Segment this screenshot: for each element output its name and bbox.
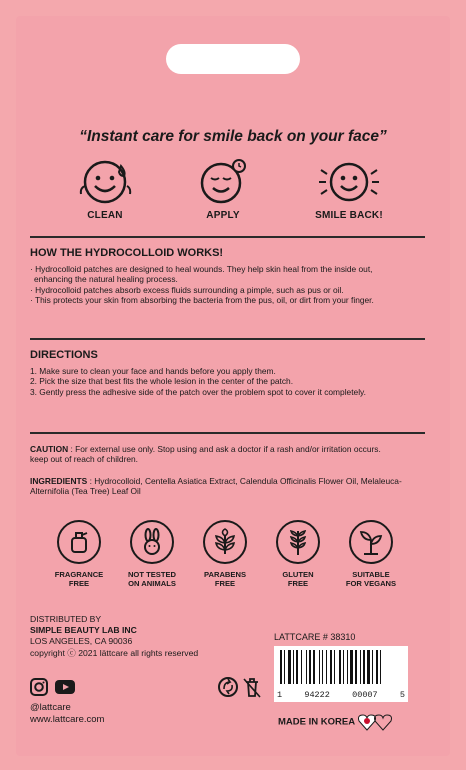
how-heading: HOW THE HYDROCOLLOID WORKS! [30,247,224,259]
caution-label: CAUTION [30,444,69,454]
rabbit-icon [138,528,166,556]
social-icons [30,678,76,701]
how-line: · This protects your skin from absorbing the bacteria from the pus, oil, or dirt from your finger. [30,295,374,306]
barcode-bar [293,650,294,684]
heart-flags-icon [357,712,397,732]
barcode-bar [330,650,332,684]
direction-line: 3. Gently press the adhesive side of the patch over the problem spot to cover it completely. [30,386,366,397]
badge-label: GLUTEN [282,570,314,579]
barcode-bar [339,650,341,684]
badge-label: FREE [287,579,309,588]
recycle-marks [218,676,264,703]
barcode-bar [322,650,323,684]
badge-row [30,520,440,600]
made-in [278,712,397,732]
recycle-mark-group [218,676,264,698]
badge-label: FOR VEGANS [345,579,397,588]
barcode-bar [296,650,298,684]
barcode-bar [306,650,307,684]
badge-gluten-free [263,520,333,588]
product-code: LATTCARE # 38310 [274,632,356,642]
divider [30,432,425,434]
badge-label: NOT TESTED [127,570,177,579]
social-handle[interactable]: @lattcare [30,702,71,713]
badge-label: ON ANIMALS [128,579,176,588]
step-smile-back [294,156,404,221]
website-link[interactable]: www.lattcare.com [30,714,105,725]
perfume-bottle-icon [65,528,93,556]
badge-label: FREE [68,579,90,588]
badge-label: PARABENS [203,570,247,579]
badge-label: FRAGRANCE [54,570,104,579]
smiling-face-icon [317,156,381,206]
distributor-name: SIMPLE BEAUTY LAB INC [30,625,137,636]
how-line: enhancing the natural healing process. [34,274,178,285]
distributor-info [30,614,198,659]
distributed-by: DISTRIBUTED BY [30,614,102,624]
barcode-bar [380,650,381,684]
youtube-icon[interactable] [55,680,75,694]
badge-suitable-for-vegans [336,520,406,588]
hang-hole [166,44,300,74]
leaf-icon [211,528,239,556]
barcode-digit: 00007 [352,690,378,700]
barcode-bar [372,650,373,684]
ingredients-body-2: Alternifolia (Tea Tree) Leaf Oil [30,486,141,497]
barcode-bar [350,650,353,684]
how-line: · Hydrocolloid patches absorb excess fluids surrounding a pimple, such as pus or oil. [30,284,344,295]
barcode-bar [334,650,335,684]
tagline: “Instant care for smile back on your face” [79,128,387,145]
directions-heading: DIRECTIONS [30,349,98,361]
step-label: SMILE BACK! [315,210,383,221]
barcode-digit: 94222 [304,690,330,700]
badge-label: FREE [214,579,236,588]
recycle-icon [219,678,237,696]
how-line: · Hydrocolloid patches are designed to heal wounds. They help skin heal from the inside out, [30,264,373,274]
barcode-bar [280,650,282,684]
barcode-bar [319,650,320,684]
plant-icon [357,528,385,556]
badge-not-tested-on-animals [117,520,187,588]
ingredients-text [30,476,430,497]
badge-parabens-free [190,520,260,588]
directions-text [30,366,430,397]
barcode-bars [274,646,408,686]
caution-body-2: keep out of reach of children. [30,454,139,465]
barcode-bar [309,650,311,684]
barcode-bar [288,650,291,684]
trash-bin-icon [244,679,260,697]
caution-text [30,444,430,465]
barcode-bar [355,650,357,684]
barcode-bar [284,650,285,684]
direction-line: 2. Pick the size that best fits the whole lesion in the center of the patch. [30,376,294,387]
distributor-city: LOS ANGELES, CA 90036 [30,636,133,647]
ingredients-label: INGREDIENTS [30,476,88,486]
wheat-icon [284,528,312,556]
barcode-bar [376,650,378,684]
barcode-bar [360,650,361,684]
instagram-icon[interactable] [31,679,47,695]
step-label: APPLY [206,210,240,221]
barcode-digit: 5 [399,690,405,700]
divider [30,338,425,340]
step-label: CLEAN [87,210,123,221]
barcode-bar [301,650,302,684]
face-with-timer-icon [195,156,251,206]
barcode-bar [326,650,327,684]
how-text [30,264,430,306]
step-clean [50,156,160,221]
barcode-bar [363,650,365,684]
social-icon-group [30,678,76,696]
ingredients-body: : Hydrocolloid, Centella Asiatica Extract, Calendula Officinalis Flower Oil, Melaleuca- [87,476,402,486]
barcode [274,646,408,702]
sweaty-face-icon [77,156,133,206]
barcode-bar [347,650,348,684]
caution-body: : For external use only. Stop using and ask a doctor if a rash and/or irritation occurs. [68,444,381,454]
contact [30,702,104,726]
direction-line: 1. Make sure to clean your face and hands before you apply them. [30,366,276,376]
copyright: copyright ⓒ 2021 lättcare all rights reserved [30,647,199,658]
made-in-label: MADE IN KOREA [278,716,355,728]
divider [30,236,425,238]
barcode-bar [367,650,370,684]
badge-label: SUITABLE [352,570,390,579]
barcode-digit: 1 [277,690,283,700]
badge-fragrance-free [44,520,114,588]
step-apply [168,156,278,221]
barcode-bar [313,650,315,684]
barcode-bar [343,650,344,684]
